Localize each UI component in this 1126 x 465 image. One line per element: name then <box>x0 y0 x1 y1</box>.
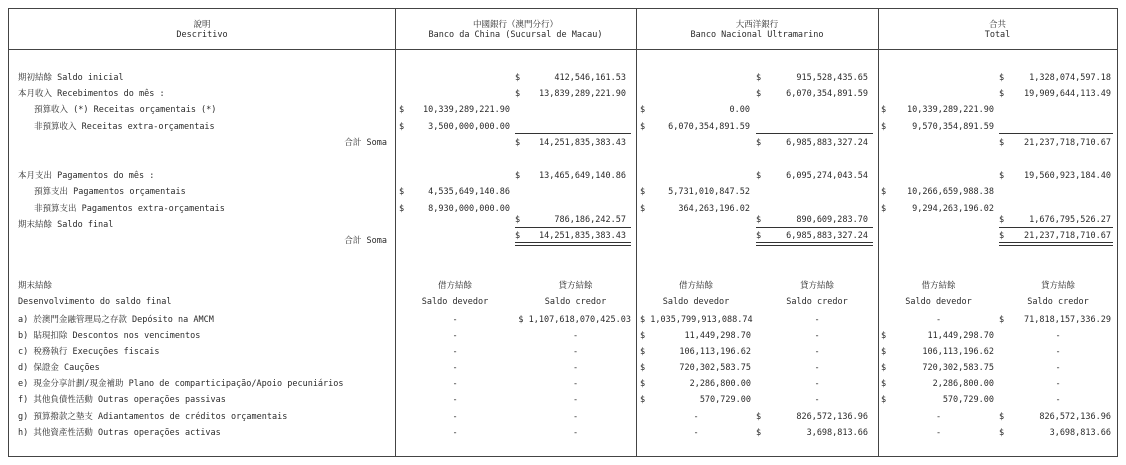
currency-sign: $ <box>756 138 762 148</box>
total-devedor-value: 570,729.00 <box>942 395 994 405</box>
boc-devedor-zh: 借方結餘 <box>437 281 472 291</box>
total-receitas-extra: 9,570,354,891.59 <box>912 122 994 132</box>
total-devedor-value: - <box>935 315 942 325</box>
boc-recebimentos: 13,839,289,221.90 <box>539 89 626 99</box>
bnu-devedor-value: 2,286,800.00 <box>689 379 751 389</box>
bnu-credor-zh: 貸方結餘 <box>799 281 834 291</box>
label-recebimentos: 本月收入 Recebimentos do mês : <box>18 89 165 99</box>
total-pagamentos: 19,560,923,184.40 <box>1024 171 1111 181</box>
total-credor-value: - <box>1055 347 1061 357</box>
bnu-receitas-extra: 6,070,354,891.59 <box>668 122 750 132</box>
total-devedor-pt: Saldo devedor <box>905 297 972 307</box>
bnu-credor-value: - <box>814 395 820 405</box>
bnu-credor-value: - <box>814 379 820 389</box>
boc-devedor-value: - <box>452 347 458 357</box>
currency-sign: $ <box>881 395 887 405</box>
currency-sign: $ <box>515 73 521 83</box>
total-credor-value: - <box>1055 395 1061 405</box>
header-total-pt: Total <box>984 30 1011 40</box>
currency-sign: $ <box>756 428 762 438</box>
boc-credor-pt: Saldo credor <box>544 297 607 307</box>
currency-sign: $ <box>640 331 646 341</box>
currency-sign: $ <box>881 204 887 214</box>
bnu-devedor-value: - <box>693 428 699 438</box>
bnu-saldo-final: 890,609,283.70 <box>796 215 868 225</box>
boc-credor-value: $ 1,107,618,070,425.03 <box>518 315 631 325</box>
total-credor-value: 71,818,157,336.29 <box>1024 315 1111 325</box>
header-desc-pt: Descritivo <box>176 30 228 40</box>
boc-saldo-inicial: 412,546,161.53 <box>554 73 626 83</box>
currency-sign: $ <box>999 412 1005 422</box>
lower-row-label: g) 預算撥款之墊支 Adiantamentos de créditos orçamentais <box>18 412 288 422</box>
label-pagamentos-extra: 非預算支出 Pagamentos extra-orçamentais <box>34 204 225 214</box>
lower-row-label: f) 其他負債性活動 Outras operações passivas <box>18 395 226 405</box>
bnu-devedor-value: 720,302,583.75 <box>679 363 751 373</box>
header-boc-zh: 中國銀行（澳門分行） <box>472 20 558 30</box>
currency-sign: $ <box>756 215 762 225</box>
lower-title-pt: Desenvolvimento do saldo final <box>18 297 172 307</box>
currency-sign: $ <box>999 138 1005 148</box>
total-soma: 21,237,718,710.67 <box>1024 231 1111 241</box>
total-devedor-value: 11,449,298.70 <box>927 331 994 341</box>
total-credor-value: - <box>1055 331 1061 341</box>
bnu-pagamentos-extra: 364,263,196.02 <box>678 204 750 214</box>
currency-sign: $ <box>999 215 1005 225</box>
boc-credor-zh: 貸方結餘 <box>558 281 593 291</box>
bnu-credor-value: 826,572,136.96 <box>796 412 868 422</box>
boc-devedor-value: - <box>452 331 458 341</box>
boc-pagamentos-extra: 8,930,000,000.00 <box>428 204 510 214</box>
currency-sign: $ <box>881 347 887 357</box>
currency-sign: $ <box>399 204 405 214</box>
bnu-devedor-value: $ 1,035,799,913,088.74 <box>640 315 753 325</box>
label-soma: 合計 Soma <box>344 138 387 148</box>
boc-credor-value: - <box>572 347 579 357</box>
currency-sign: $ <box>881 105 887 115</box>
currency-sign: $ <box>881 187 887 197</box>
header-desc-zh: 說明 <box>193 20 211 30</box>
total-credor-value: - <box>1055 379 1061 389</box>
total-devedor-value: - <box>935 412 942 422</box>
currency-sign: $ <box>756 89 762 99</box>
currency-sign: $ <box>515 138 521 148</box>
total-credor-value: 826,572,136.96 <box>1039 412 1111 422</box>
bnu-credor-value: - <box>814 347 820 357</box>
boc-receitas-extra: 3,500,000,000.00 <box>428 122 510 132</box>
currency-sign: $ <box>515 231 521 241</box>
bnu-receitas-orcamentais: 0.00 <box>729 105 750 115</box>
currency-sign: $ <box>640 363 646 373</box>
currency-sign: $ <box>399 187 405 197</box>
header-divider <box>9 49 1117 50</box>
label-receitas-extra: 非預算收入 Receitas extra-orçamentais <box>34 122 215 132</box>
currency-sign: $ <box>399 122 405 132</box>
currency-sign: $ <box>756 231 762 241</box>
total-saldo-final: 1,676,795,526.27 <box>1029 215 1111 225</box>
bnu-devedor-pt: Saldo devedor <box>662 297 730 307</box>
boc-soma: 14,251,835,383.43 <box>539 231 626 241</box>
label-saldo-final: 期末結餘 Saldo final <box>18 220 114 230</box>
lower-title-zh: 期末結餘 <box>18 281 53 291</box>
currency-sign: $ <box>640 105 646 115</box>
boc-receitas-orcamentais: 10,339,289,221.90 <box>423 105 510 115</box>
boc-saldo-final: 786,186,242.57 <box>554 215 626 225</box>
currency-sign: $ <box>640 204 646 214</box>
bnu-credor-value: - <box>814 363 820 373</box>
total-devedor-value: 106,113,196.62 <box>922 347 994 357</box>
label-saldo-inicial: 期初結餘 Saldo inicial <box>18 73 124 83</box>
total-credor-zh: 貸方結餘 <box>1040 281 1075 291</box>
currency-sign: $ <box>640 395 646 405</box>
currency-sign: $ <box>515 171 521 181</box>
lower-row-label: d) 保證金 Cauções <box>18 363 100 373</box>
header-boc-pt: Banco da China (Sucursal de Macau) <box>428 30 603 40</box>
currency-sign: $ <box>881 363 887 373</box>
total-devedor-value: - <box>935 428 942 438</box>
currency-sign: $ <box>881 122 887 132</box>
bnu-devedor-value: - <box>693 412 699 422</box>
currency-sign: $ <box>999 315 1005 325</box>
boc-devedor-value: - <box>452 315 458 325</box>
currency-sign: $ <box>999 89 1005 99</box>
bnu-devedor-value: 106,113,196.62 <box>679 347 751 357</box>
label-pagamentos-orcamentais: 預算支出 Pagamentos orçamentais <box>34 187 186 197</box>
currency-sign: $ <box>999 231 1005 241</box>
total-pagamentos-extra: 9,294,263,196.02 <box>912 204 994 214</box>
boc-credor-value: - <box>572 412 579 422</box>
currency-sign: $ <box>640 347 646 357</box>
label-soma: 合計 Soma <box>344 236 387 246</box>
boc-credor-value: - <box>572 331 579 341</box>
boc-soma: 14,251,835,383.43 <box>539 138 626 148</box>
total-credor-value: - <box>1055 363 1061 373</box>
total-devedor-value: 2,286,800.00 <box>932 379 994 389</box>
currency-sign: $ <box>999 428 1005 438</box>
header-total-zh: 合共 <box>988 20 1006 30</box>
boc-devedor-value: - <box>452 363 458 373</box>
total-devedor-zh: 借方結餘 <box>921 281 956 291</box>
header-bnu-pt: Banco Nacional Ultramarino <box>690 30 824 40</box>
bnu-credor-value: 3,698,813.66 <box>806 428 868 438</box>
header-bnu-zh: 大西洋銀行 <box>735 20 779 30</box>
boc-devedor-value: - <box>452 379 458 389</box>
bnu-soma: 6,985,883,327.24 <box>786 231 868 241</box>
boc-pagamentos-orcamentais: 4,535,649,140.86 <box>428 187 510 197</box>
currency-sign: $ <box>999 73 1005 83</box>
currency-sign: $ <box>999 171 1005 181</box>
total-credor-pt: Saldo credor <box>1027 297 1089 307</box>
boc-credor-value: - <box>572 363 579 373</box>
total-receitas-orcamentais: 10,339,289,221.90 <box>907 105 994 115</box>
total-recebimentos: 19,909,644,113.49 <box>1024 89 1111 99</box>
currency-sign: $ <box>640 187 646 197</box>
total-saldo-inicial: 1,328,074,597.18 <box>1029 73 1111 83</box>
lower-row-label: c) 稅務執行 Execuções fiscais <box>18 347 160 357</box>
lower-row-label: e) 現金分享計劃/現金補助 Plano de comparticipação/Apoio pecuniários <box>18 379 344 389</box>
total-devedor-value: 720,302,583.75 <box>922 363 994 373</box>
currency-sign: $ <box>399 105 405 115</box>
currency-sign: $ <box>515 89 521 99</box>
boc-devedor-pt: Saldo devedor <box>421 297 489 307</box>
bnu-devedor-zh: 借方結餘 <box>678 281 713 291</box>
bnu-soma: 6,985,883,327.24 <box>786 138 868 148</box>
total-pagamentos-orcamentais: 10,266,659,988.38 <box>907 187 994 197</box>
boc-devedor-value: - <box>452 428 458 438</box>
bnu-devedor-value: 570,729.00 <box>699 395 751 405</box>
bnu-credor-value: - <box>814 331 820 341</box>
boc-credor-value: - <box>572 428 579 438</box>
bnu-credor-value: - <box>814 315 820 325</box>
currency-sign: $ <box>881 379 887 389</box>
col-divider <box>636 9 637 456</box>
bnu-credor-pt: Saldo credor <box>786 297 848 307</box>
currency-sign: $ <box>881 331 887 341</box>
currency-sign: $ <box>640 122 646 132</box>
currency-sign: $ <box>756 73 762 83</box>
currency-sign: $ <box>640 379 646 389</box>
bnu-pagamentos-orcamentais: 5,731,010,847.52 <box>668 187 750 197</box>
currency-sign: $ <box>756 412 762 422</box>
bnu-devedor-value: 11,449,298.70 <box>684 331 751 341</box>
bnu-recebimentos: 6,070,354,891.59 <box>786 89 868 99</box>
statement-frame <box>8 8 1118 457</box>
label-pagamentos: 本月支出 Pagamentos do mês : <box>18 171 155 181</box>
total-credor-value: 3,698,813.66 <box>1049 428 1111 438</box>
bnu-saldo-inicial: 915,528,435.65 <box>796 73 868 83</box>
currency-sign: $ <box>756 171 762 181</box>
bnu-pagamentos: 6,095,274,043.54 <box>786 171 868 181</box>
boc-devedor-value: - <box>452 395 458 405</box>
boc-credor-value: - <box>572 395 579 405</box>
lower-row-label: h) 其他資產性活動 Outras operações activas <box>18 428 221 438</box>
currency-sign: $ <box>515 215 521 225</box>
boc-devedor-value: - <box>452 412 458 422</box>
boc-credor-value: - <box>572 379 579 389</box>
col-divider <box>878 9 879 456</box>
lower-row-label: b) 貼現扣除 Descontos nos vencimentos <box>18 331 201 341</box>
total-soma: 21,237,718,710.67 <box>1024 138 1111 148</box>
boc-pagamentos: 13,465,649,140.86 <box>539 171 626 181</box>
lower-row-label: a) 於澳門金融管理局之存款 Depósito na AMCM <box>18 315 214 325</box>
label-receitas-orcamentais: 預算收入 (*) Receitas orçamentais (*) <box>34 105 217 115</box>
